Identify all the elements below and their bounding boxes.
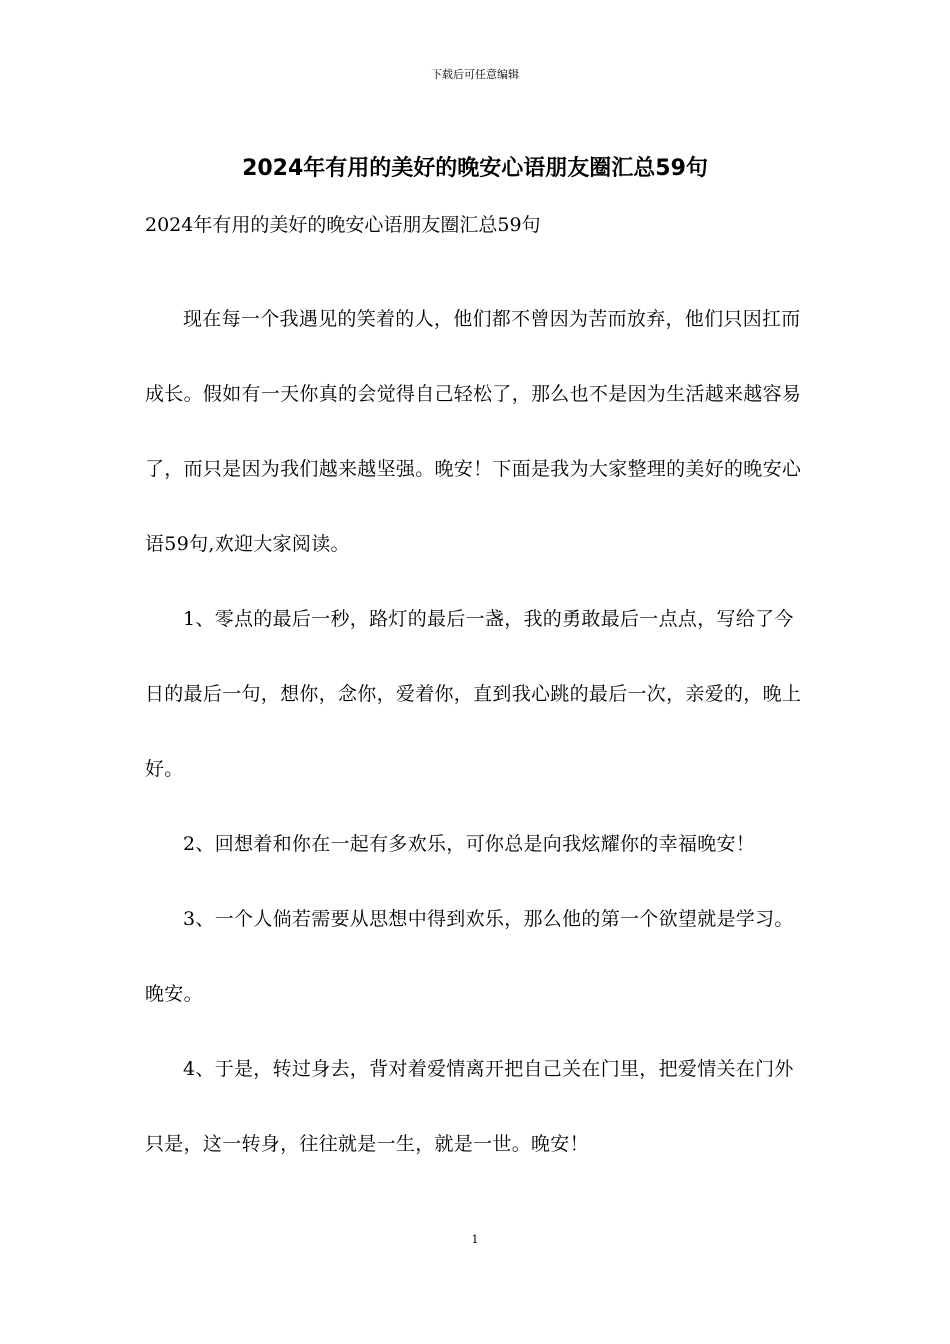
document-body [145, 282, 805, 1182]
header-note: 下载后可任意编辑 [431, 68, 519, 81]
page-number: 1 [471, 1233, 479, 1246]
quote-paragraph-2: 2、回想着和你在一起有多欢乐，可你总是向我炫耀你的幸福晚安！ [183, 833, 756, 855]
quote-paragraph-3: 3、一个人倘若需要从思想中得到欢乐，那么他的第一个欲望就是学习。晚安。 [145, 908, 794, 1005]
intro-paragraph: 现在每一个我遇见的笑着的人，他们都不曾因为苦而放弃，他们只因扛而成长。假如有一天你真的会觉得自己轻松了，那么也不是因为生活越来越容易了，而只是因为我们越来越坚强。晚安！下面是我为大家整理的美好的晚安心语59句,欢迎大家阅读。 [145, 308, 802, 555]
quote-paragraph-1: 1、零点的最后一秒，路灯的最后一盏，我的勇敢最后一点点，写给了今日的最后一句，想你，念你，爱着你，直到我心跳的最后一次，亲爱的，晚上好。 [145, 608, 802, 780]
document-subtitle: 2024年有用的美好的晚安心语朋友圈汇总59句 [145, 214, 541, 236]
quote-paragraph-4: 4、于是，转过身去，背对着爱情离开把自己关在门里，把爱情关在门外只是，这一转身，往往就是一生，就是一世。晚安！ [145, 1058, 794, 1155]
document-title: 2024年有用的美好的晚安心语朋友圈汇总59句 [242, 156, 708, 181]
